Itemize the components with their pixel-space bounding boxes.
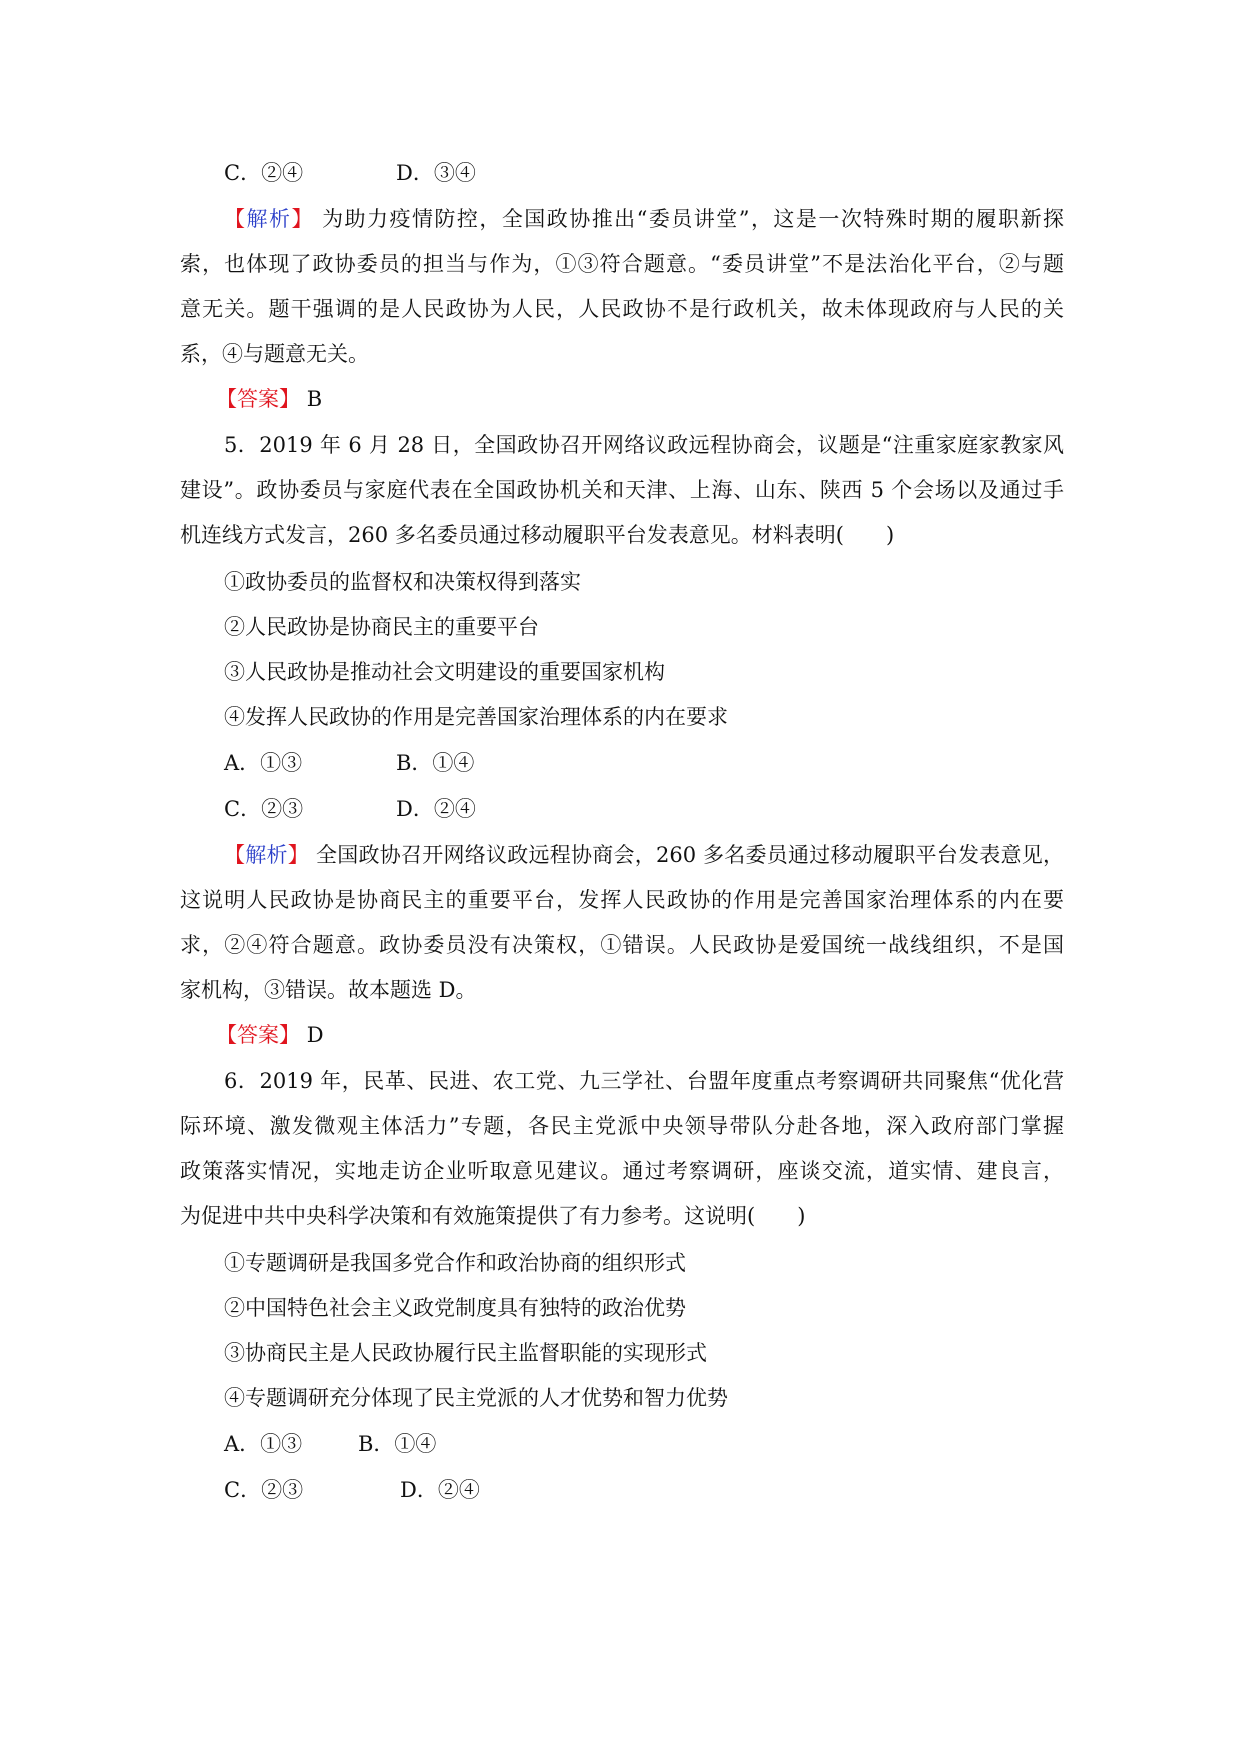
q5-option-d: D．②④ xyxy=(396,797,476,821)
q4-answer-tag: 【答案】 xyxy=(216,387,300,411)
q6-stem-line-1: 6．2019 年，民革、民进、农工党、九三学社、台盟年度重点考察调研共同聚焦“优化营 xyxy=(224,1069,1064,1093)
q4-analysis-line-3: 意无关。题干强调的是人民政协为人民，人民政协不是行政机关，故未体现政府与人民的关 xyxy=(180,297,1064,321)
q5-options-ab xyxy=(224,748,474,778)
q5-option-a: A．①③ xyxy=(224,751,303,775)
q5-analysis-line-1 xyxy=(224,840,1064,870)
q5-answer xyxy=(216,1020,324,1050)
q5-option-c: C．②③ xyxy=(224,797,304,821)
q4-option-d: D．③④ xyxy=(396,161,476,185)
q5-analysis-text-1: 全国政协召开网络议政远程协商会，260 多名委员通过移动履职平台发表意见， xyxy=(315,843,1065,867)
q5-item-1: ①政协委员的监督权和决策权得到落实 xyxy=(224,570,581,594)
q4-answer-value: B xyxy=(306,387,323,411)
q5-analysis-line-4: 家机构，③错误。故本题选 D。 xyxy=(180,978,477,1002)
q6-options-cd xyxy=(224,1475,480,1505)
q4-analysis-line-2: 索，也体现了政协委员的担当与作为，①③符合题意。“委员讲堂”不是法治化平台，②与题 xyxy=(180,252,1064,276)
q6-stem-line-3: 政策落实情况，实地走访企业听取意见建议。通过考察调研，座谈交流，道实情、建良言， xyxy=(180,1159,1064,1183)
q6-stem-line-2: 际环境、激发微观主体活力”专题，各民主党派中央领导带队分赴各地，深入政府部门掌握 xyxy=(180,1114,1064,1138)
q5-answer-tag: 【答案】 xyxy=(216,1023,300,1047)
q4-option-c: C．②④ xyxy=(224,161,304,185)
q5-stem-line-2: 建设”。政协委员与家庭代表在全国政协机关和天津、上海、山东、陕西 5 个会场以及通过手 xyxy=(180,478,1064,502)
q6-item-4: ④专题调研充分体现了民主党派的人才优势和智力优势 xyxy=(224,1386,728,1410)
q4-analysis-text-1: 为助力疫情防控，全国政协推出“委员讲堂”，这是一次特殊时期的履职新探 xyxy=(322,207,1065,231)
q4-analysis-line-4: 系，④与题意无关。 xyxy=(180,342,369,366)
q4-analysis-line-1 xyxy=(224,204,1064,234)
q5-option-b: B．①④ xyxy=(396,751,475,775)
q4-answer xyxy=(216,384,322,414)
q4-analysis-tag: 【解析】 xyxy=(224,207,314,231)
q5-stem-line-1: 5．2019 年 6 月 28 日，全国政协召开网络议政远程协商会，议题是“注重家庭家教家风 xyxy=(224,433,1064,457)
q5-answer-value: D xyxy=(306,1023,324,1047)
q6-item-3: ③协商民主是人民政协履行民主监督职能的实现形式 xyxy=(224,1341,707,1365)
q6-stem-line-4: 为促进中共中央科学决策和有效施策提供了有力参考。这说明( ) xyxy=(180,1204,806,1228)
q4-options-cd xyxy=(224,158,476,188)
q6-option-b: B．①④ xyxy=(358,1432,437,1456)
q5-item-3: ③人民政协是推动社会文明建设的重要国家机构 xyxy=(224,660,665,684)
q5-options-cd xyxy=(224,794,476,824)
q5-item-4: ④发挥人民政协的作用是完善国家治理体系的内在要求 xyxy=(224,705,728,729)
q5-stem-line-3: 机连线方式发言，260 多名委员通过移动履职平台发表意见。材料表明( ) xyxy=(180,523,895,547)
q5-analysis-tag: 【解析】 xyxy=(224,843,310,867)
q5-analysis-line-3: 求，②④符合题意。政协委员没有决策权，①错误。人民政协是爱国统一战线组织，不是国 xyxy=(180,933,1064,957)
q6-option-d: D．②④ xyxy=(400,1478,480,1502)
q5-analysis-line-2: 这说明人民政协是协商民主的重要平台，发挥人民政协的作用是完善国家治理体系的内在要 xyxy=(180,888,1064,912)
q6-options-ab xyxy=(224,1429,436,1459)
q6-item-2: ②中国特色社会主义政党制度具有独特的政治优势 xyxy=(224,1296,686,1320)
q5-item-2: ②人民政协是协商民主的重要平台 xyxy=(224,615,539,639)
q6-option-a: A．①③ xyxy=(224,1432,303,1456)
q6-item-1: ①专题调研是我国多党合作和政治协商的组织形式 xyxy=(224,1251,686,1275)
q6-option-c: C．②③ xyxy=(224,1478,304,1502)
